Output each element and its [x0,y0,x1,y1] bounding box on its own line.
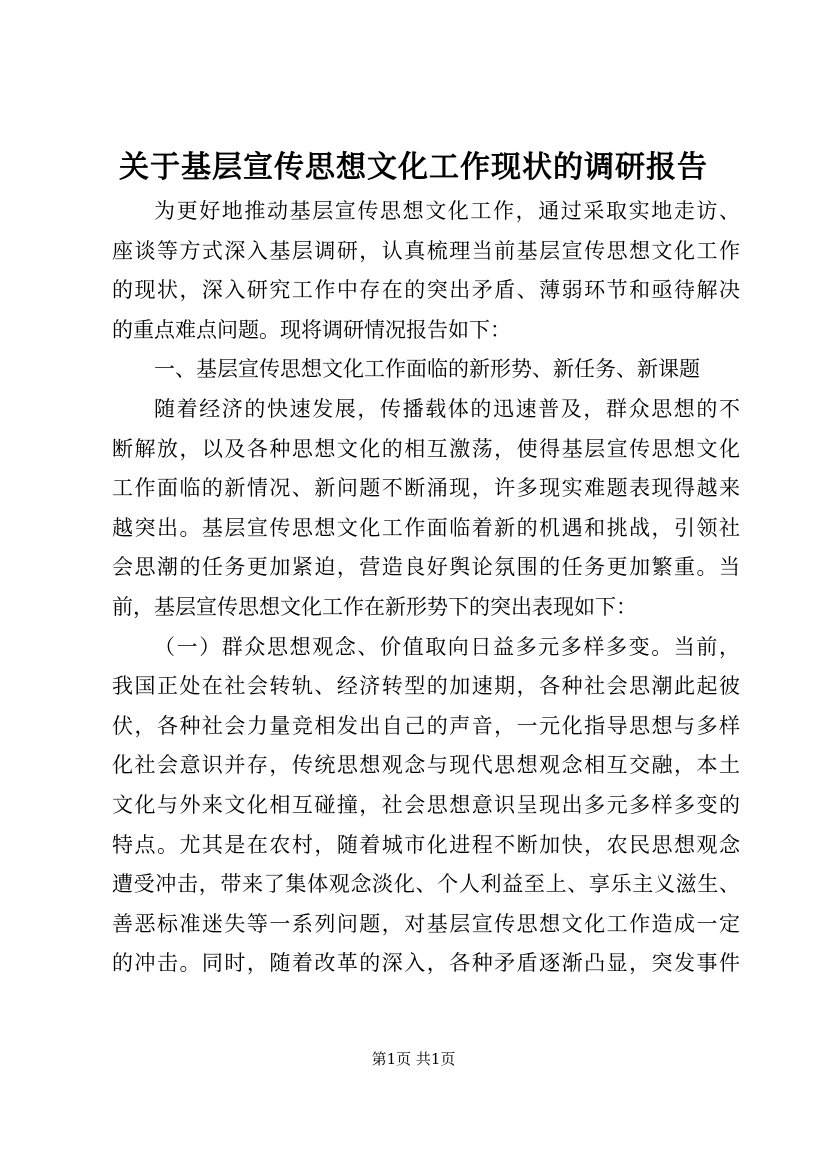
text-line: 越突出。基层宣传思想文化工作面临着新的机遇和挑战，引领社 [112,515,740,540]
text-line: 化社会意识并存，传统思想观念与现代思想观念相互交融，本土 [112,753,740,778]
text-line: 座谈等方式深入基层调研，认真梳理当前基层宣传思想文化工作 [112,238,740,263]
text-line: 善恶标准迷失等一系列问题，对基层宣传思想文化工作造成一定 [112,911,740,936]
document-body [112,192,740,984]
text-line: 我国正处在社会转轨、经济转型的加速期，各种社会思潮此起彼 [112,674,740,699]
text-line: 文化与外来文化相互碰撞，社会思想意识呈现出多元多样多变的 [112,792,740,817]
page-footer: 第1页 共1页 [371,1050,456,1068]
text-line: 前，基层宣传思想文化工作在新形势下的突出表现如下： [112,594,637,619]
text-line: （一）群众思想观念、价值取向日益多元多样多变。当前， [154,634,740,659]
text-line: 一、基层宣传思想文化工作面临的新形势、新任务、新课题 [154,357,700,382]
text-line: 特点。尤其是在农村，随着城市化进程不断加快，农民思想观念 [112,832,740,857]
text-line: 为更好地推动基层宣传思想文化工作，通过采取实地走访、 [154,199,740,223]
text-line: 遭受冲击，带来了集体观念淡化、个人利益至上、享乐主义滋生、 [112,872,740,897]
text-line: 断解放，以及各种思想文化的相互激荡，使得基层宣传思想文化 [112,436,740,461]
text-line: 随着经济的快速发展，传播载体的迅速普及，群众思想的不 [154,396,740,421]
text-line: 会思潮的任务更加紧迫，营造良好舆论氛围的任务更加繁重。当 [112,555,740,580]
text-line: 的冲击。同时，随着改革的深入，各种矛盾逐渐凸显，突发事件 [112,951,740,976]
document-title: 关于基层宣传思想文化工作现状的调研报告 [119,150,708,185]
text-line: 的重点难点问题。现将调研情况报告如下： [112,317,511,342]
text-line: 伏，各种社会力量竞相发出自己的声音，一元化指导思想与多样 [112,713,740,738]
text-line: 的现状，深入研究工作中存在的突出矛盾、薄弱环节和亟待解决 [112,278,740,303]
text-line: 工作面临的新情况、新问题不断涌现，许多现实难题表现得越来 [112,476,740,501]
